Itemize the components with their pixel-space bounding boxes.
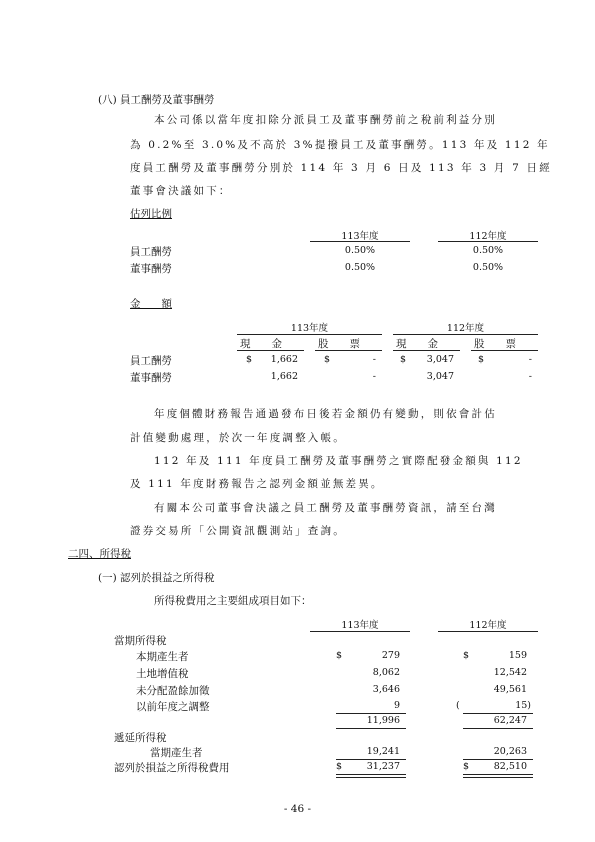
section8-paragraph-line-4: 董事會決議如下： <box>130 185 232 197</box>
section8-heading: (八) 員工酬勞及董事酬勞 <box>98 94 215 106</box>
tax-header-112: 112年度 <box>469 620 507 631</box>
section8-paragraph-line-3: 度員工酬勞及董事酬勞分別於 114 年 3 月 6 日及 113 年 3 月 7 日經 <box>130 162 552 174</box>
tax-value-113: 279 <box>381 650 400 661</box>
amount-value: - <box>372 354 376 365</box>
amount-year-rule-113 <box>237 334 382 335</box>
estimate-header-rule-113 <box>310 241 410 242</box>
section24-heading: 二四、所得稅 <box>68 548 131 560</box>
subtotal-rule-113 <box>336 713 406 714</box>
total-currency-113: $ <box>336 761 343 772</box>
amount-currency: $ <box>246 354 253 365</box>
amount-subheader-cash-113: 現 金 <box>240 338 282 350</box>
tax-row-label: 土地增值稅 <box>136 668 189 680</box>
deferred-rule-113 <box>336 759 406 760</box>
total-currency-112: $ <box>463 761 470 772</box>
amount-row-label: 員工酬勞 <box>130 355 172 367</box>
amount-subheader-stock-113: 股 票 <box>318 338 360 350</box>
subtotal-under-rule-113 <box>336 728 406 729</box>
amount-currency: $ <box>478 354 485 365</box>
note2-line-2: 及 111 年度財務報告之認列金額並無差異。 <box>130 478 384 490</box>
tax-value-112: 159 <box>508 650 527 661</box>
amount-value: 1,662 <box>270 354 298 365</box>
estimate-row-value-112: 0.50% <box>472 245 504 256</box>
amount-value: - <box>372 371 376 382</box>
page-number: - 46 - <box>283 803 312 815</box>
total-value-112: 82,510 <box>493 761 527 772</box>
estimate-row-value-112: 0.50% <box>472 262 504 273</box>
current-tax-label: 當期所得稅 <box>114 635 167 647</box>
tax-value-112: 49,561 <box>493 684 527 695</box>
total-value-113: 31,237 <box>366 761 400 772</box>
tax-value-112: 15) <box>515 700 531 711</box>
section8-paragraph-line-2: 為 0.2%至 3.0%及不高於 3%提撥員工及董事酬勞。113 年及 112 年 <box>130 139 550 151</box>
tax-value-113: 8,062 <box>372 667 400 678</box>
amount-sub-rule <box>393 350 460 351</box>
note1-line-1: 年度個體財務報告通過發布日後若金額仍有變動，則依會計估 <box>154 408 497 420</box>
subtotal-rule-112 <box>463 713 533 714</box>
amount-year-rule-112 <box>393 334 538 335</box>
tax-currency: $ <box>463 650 470 661</box>
amount-row-label: 董事酬勞 <box>130 372 172 384</box>
amount-value: 1,662 <box>270 371 298 382</box>
tax-currency: $ <box>336 650 343 661</box>
estimate-header-112: 112年度 <box>469 231 507 242</box>
estimate-header-rule-112 <box>438 241 538 242</box>
estimate-ratio-title: 估列比例 <box>130 208 172 220</box>
note2-line-1: 112 年及 111 年度員工酬勞及董事酬勞之實際配發金額與 112 <box>154 455 523 467</box>
amount-currency: $ <box>400 354 407 365</box>
amount-currency: $ <box>324 354 331 365</box>
amount-sub-rule <box>315 350 382 351</box>
estimate-header-113: 113年度 <box>341 231 379 242</box>
amount-value: - <box>528 371 532 382</box>
estimate-row-value-113: 0.50% <box>344 245 376 256</box>
section24-intro: 所得稅費用之主要組成項目如下： <box>154 595 312 607</box>
tax-value-113: 3,646 <box>372 684 400 695</box>
estimate-row-value-113: 0.50% <box>344 262 376 273</box>
estimate-row-label: 員工酬勞 <box>130 246 172 258</box>
tax-header-113: 113年度 <box>341 620 379 631</box>
subtotal-under-rule-112 <box>463 728 533 729</box>
deferred-value-113: 19,241 <box>366 746 400 757</box>
amount-header-112: 112年度 <box>446 323 485 334</box>
deferred-row-label: 當期產生者 <box>150 747 203 759</box>
current-subtotal-112: 62,247 <box>493 715 527 726</box>
tax-header-rule-112 <box>438 631 538 632</box>
amount-value: - <box>528 354 532 365</box>
section24-subheading: (一) 認列於損益之所得稅 <box>98 572 215 584</box>
deferred-rule-112 <box>463 759 533 760</box>
total-double-rule-112 <box>463 774 533 778</box>
amount-sub-rule <box>237 350 304 351</box>
tax-value-112: 12,542 <box>493 667 527 678</box>
deferred-tax-label: 遞延所得稅 <box>114 732 167 744</box>
amount-sub-rule <box>471 350 538 351</box>
tax-header-rule-113 <box>310 631 410 632</box>
tax-row-label: 以前年度之調整 <box>136 701 210 713</box>
deferred-value-112: 20,263 <box>493 746 527 757</box>
amount-value: 3,047 <box>426 354 454 365</box>
estimate-row-label: 董事酬勞 <box>130 263 172 275</box>
amount-header-113: 113年度 <box>290 323 329 334</box>
current-subtotal-113: 11,996 <box>366 715 400 726</box>
note3-line-1: 有關本公司董事會決議之員工酬勞及董事酬勞資訊，請至台灣 <box>154 502 497 514</box>
section8-paragraph-line-1: 本公司係以當年度扣除分派員工及董事酬勞前之稅前利益分別 <box>154 114 497 126</box>
amount-subheader-cash-112: 現 金 <box>396 338 438 350</box>
note1-line-2: 計值變動處理，於次一年度調整入帳。 <box>130 432 346 444</box>
amount-subheader-stock-112: 股 票 <box>474 338 516 350</box>
tax-row-label: 未分配盈餘加徵 <box>136 685 210 697</box>
tax-value-113: 9 <box>393 700 400 711</box>
tax-paren: ( <box>456 700 460 711</box>
tax-row-label: 本期產生者 <box>136 651 189 663</box>
amount-value: 3,047 <box>426 371 454 382</box>
total-tax-label: 認列於損益之所得稅費用 <box>114 762 230 774</box>
amount-title: 金 額 <box>130 298 172 310</box>
note3-line-2: 證券交易所「公開資訊觀測站」查詢。 <box>130 525 346 537</box>
total-double-rule-113 <box>336 774 406 778</box>
